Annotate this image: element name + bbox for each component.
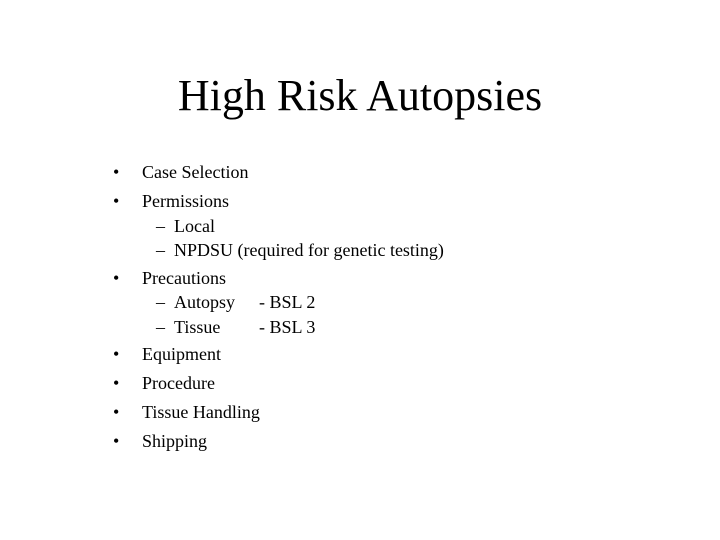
bullet-icon: •: [113, 162, 120, 182]
sub-item-tissue: [0, 316, 720, 338]
list-item-label: Tissue Handling: [142, 402, 260, 422]
bullet-icon: •: [113, 373, 120, 393]
list-item-label: Procedure: [142, 373, 215, 393]
slide-title: High Risk Autopsies: [177, 71, 543, 120]
list-item-procedure: [0, 372, 720, 394]
sub-item-label: Autopsy: [174, 292, 236, 312]
sub-item-label: NPDSU (required for genetic testing): [174, 240, 444, 260]
list-item-permissions: [0, 190, 720, 212]
dash-icon: –: [156, 216, 165, 236]
list-item-label: Permissions: [142, 191, 230, 211]
sub-item-autopsy: [0, 291, 720, 313]
bullet-icon: •: [113, 268, 120, 288]
bullet-icon: •: [113, 344, 120, 364]
bullet-icon: •: [113, 431, 120, 451]
list-item-equipment: [0, 343, 720, 365]
bsl-level: - BSL 2: [259, 292, 316, 312]
list-item-tissue-handling: [0, 401, 720, 423]
bsl-level: - BSL 3: [259, 317, 316, 337]
list-item-shipping: [0, 430, 720, 452]
list-item-label: Precautions: [142, 268, 226, 288]
list-item-case-selection: [0, 161, 720, 183]
sub-item-label: Tissue: [174, 317, 221, 337]
dash-icon: –: [156, 292, 165, 312]
sub-item-npdsu: [0, 239, 720, 261]
sub-item-label: Local: [174, 216, 215, 236]
bullet-icon: •: [113, 402, 120, 422]
list-item-precautions: [0, 267, 720, 289]
bullet-icon: •: [113, 191, 120, 211]
sub-item-local: [0, 215, 720, 237]
list-item-label: Case Selection: [142, 162, 249, 182]
list-item-label: Equipment: [142, 344, 221, 364]
dash-icon: –: [156, 240, 165, 260]
dash-icon: –: [156, 317, 165, 337]
list-item-label: Shipping: [142, 431, 208, 451]
